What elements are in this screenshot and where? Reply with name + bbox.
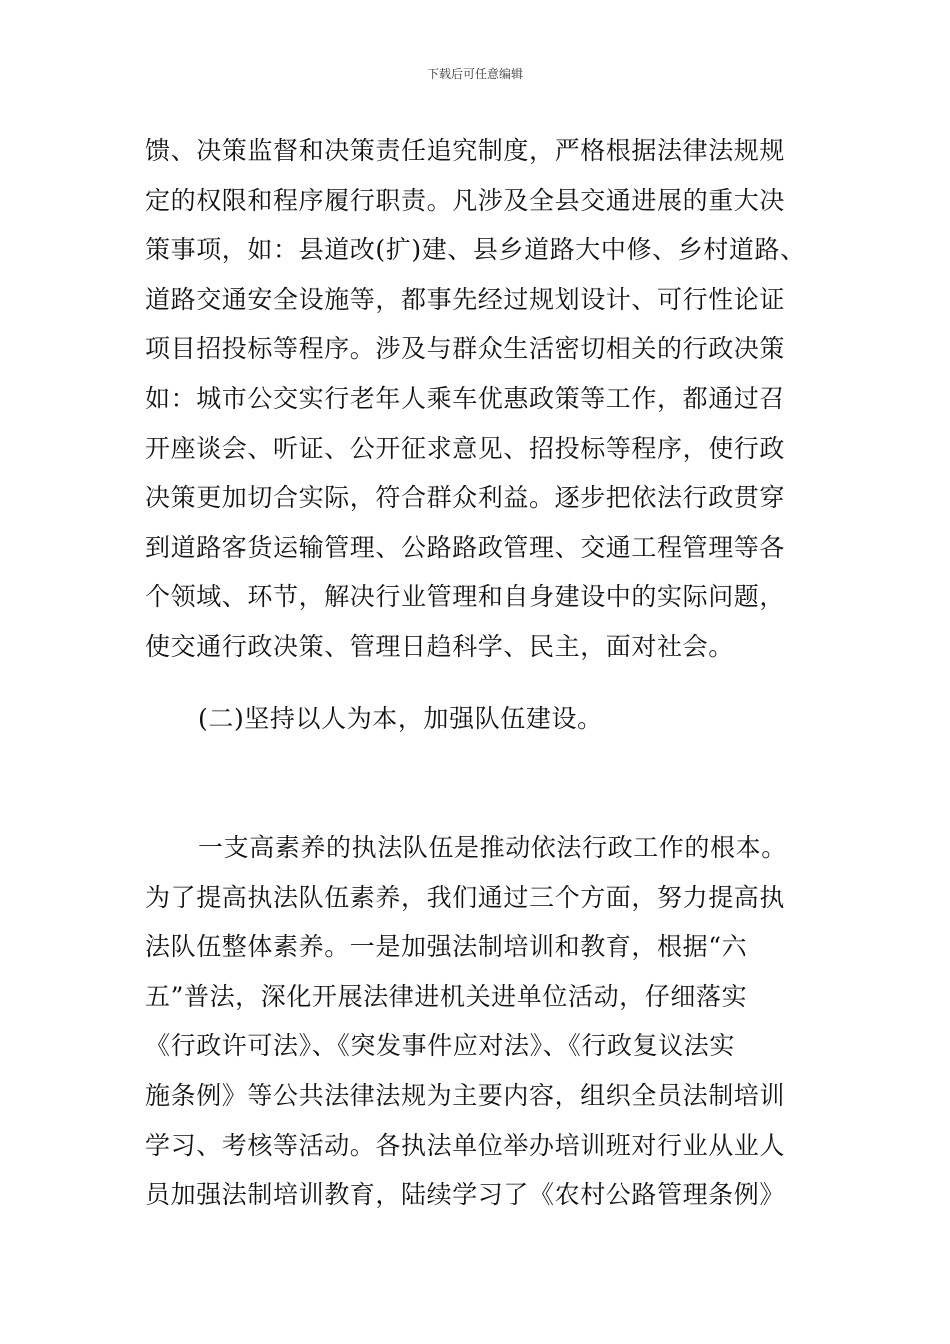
text-line: 馈、决策监督和决策责任追究制度，严格根据法律法规规 [145,136,786,165]
text-line: 员加强法制培训教育，陆续学习了《农村公路管理条例》 [145,1180,786,1210]
text-line: 定的权限和程序履行职责。凡涉及全县交通进展的重大决 [145,185,786,215]
text-line: 如：城市公交实行老年人乘车优惠政策等工作，都通过召 [145,383,786,413]
heading-text: (二)坚持以人为本，加强队伍建设。 [198,704,603,733]
text-line: 法队伍整体素养。一是加强法制培训和教育，根据“六 [145,932,748,962]
text-line: 项目招投标等程序。涉及与群众生活密切相关的行政决策 [145,334,786,364]
text-line: 学习、考核等活动。各执法单位举办培训班对行业从业人 [145,1130,786,1160]
page-header: 下载后可任意编辑 [426,67,523,81]
text-line: 《行政许可法》、《突发事件应对法》、《行政复议法实 [145,1031,736,1061]
text-line: 个领域、环节，解决行业管理和自身建设中的实际问题， [145,582,786,612]
text-line: 一支高素养的执法队伍是推动依法行政工作的根本。 [198,833,787,862]
paragraph-decision-procedures [145,126,806,672]
text-line: 开座谈会、听证、公开征求意见、招投标等程序，使行政 [145,433,786,463]
paragraph-team-building [145,823,787,1220]
text-line: 五”普法，深化开展法律进机关进单位活动，仔细落实 [145,981,748,1011]
text-line: 施条例》等公共法律法规为主要内容，组织全员法制培训 [145,1080,786,1110]
text-line: 为了提高执法队伍素养，我们通过三个方面，努力提高执 [145,882,786,912]
text-line: 道路交通安全设施等，都事先经过规划设计、可行性论证 [145,284,786,314]
text-line: 使交通行政决策、管理日趋科学、民主，面对社会。 [145,631,734,661]
text-line: 决策更加切合实际，符合群众利益。逐步把依法行政贯穿 [145,483,786,513]
text-line: 策事项，如：县道改(扩)建、县乡道路大中修、乡村道路、 [145,235,806,265]
text-line: 到道路客货运输管理、公路路政管理、交通工程管理等各 [145,532,786,562]
section-heading [145,694,603,744]
